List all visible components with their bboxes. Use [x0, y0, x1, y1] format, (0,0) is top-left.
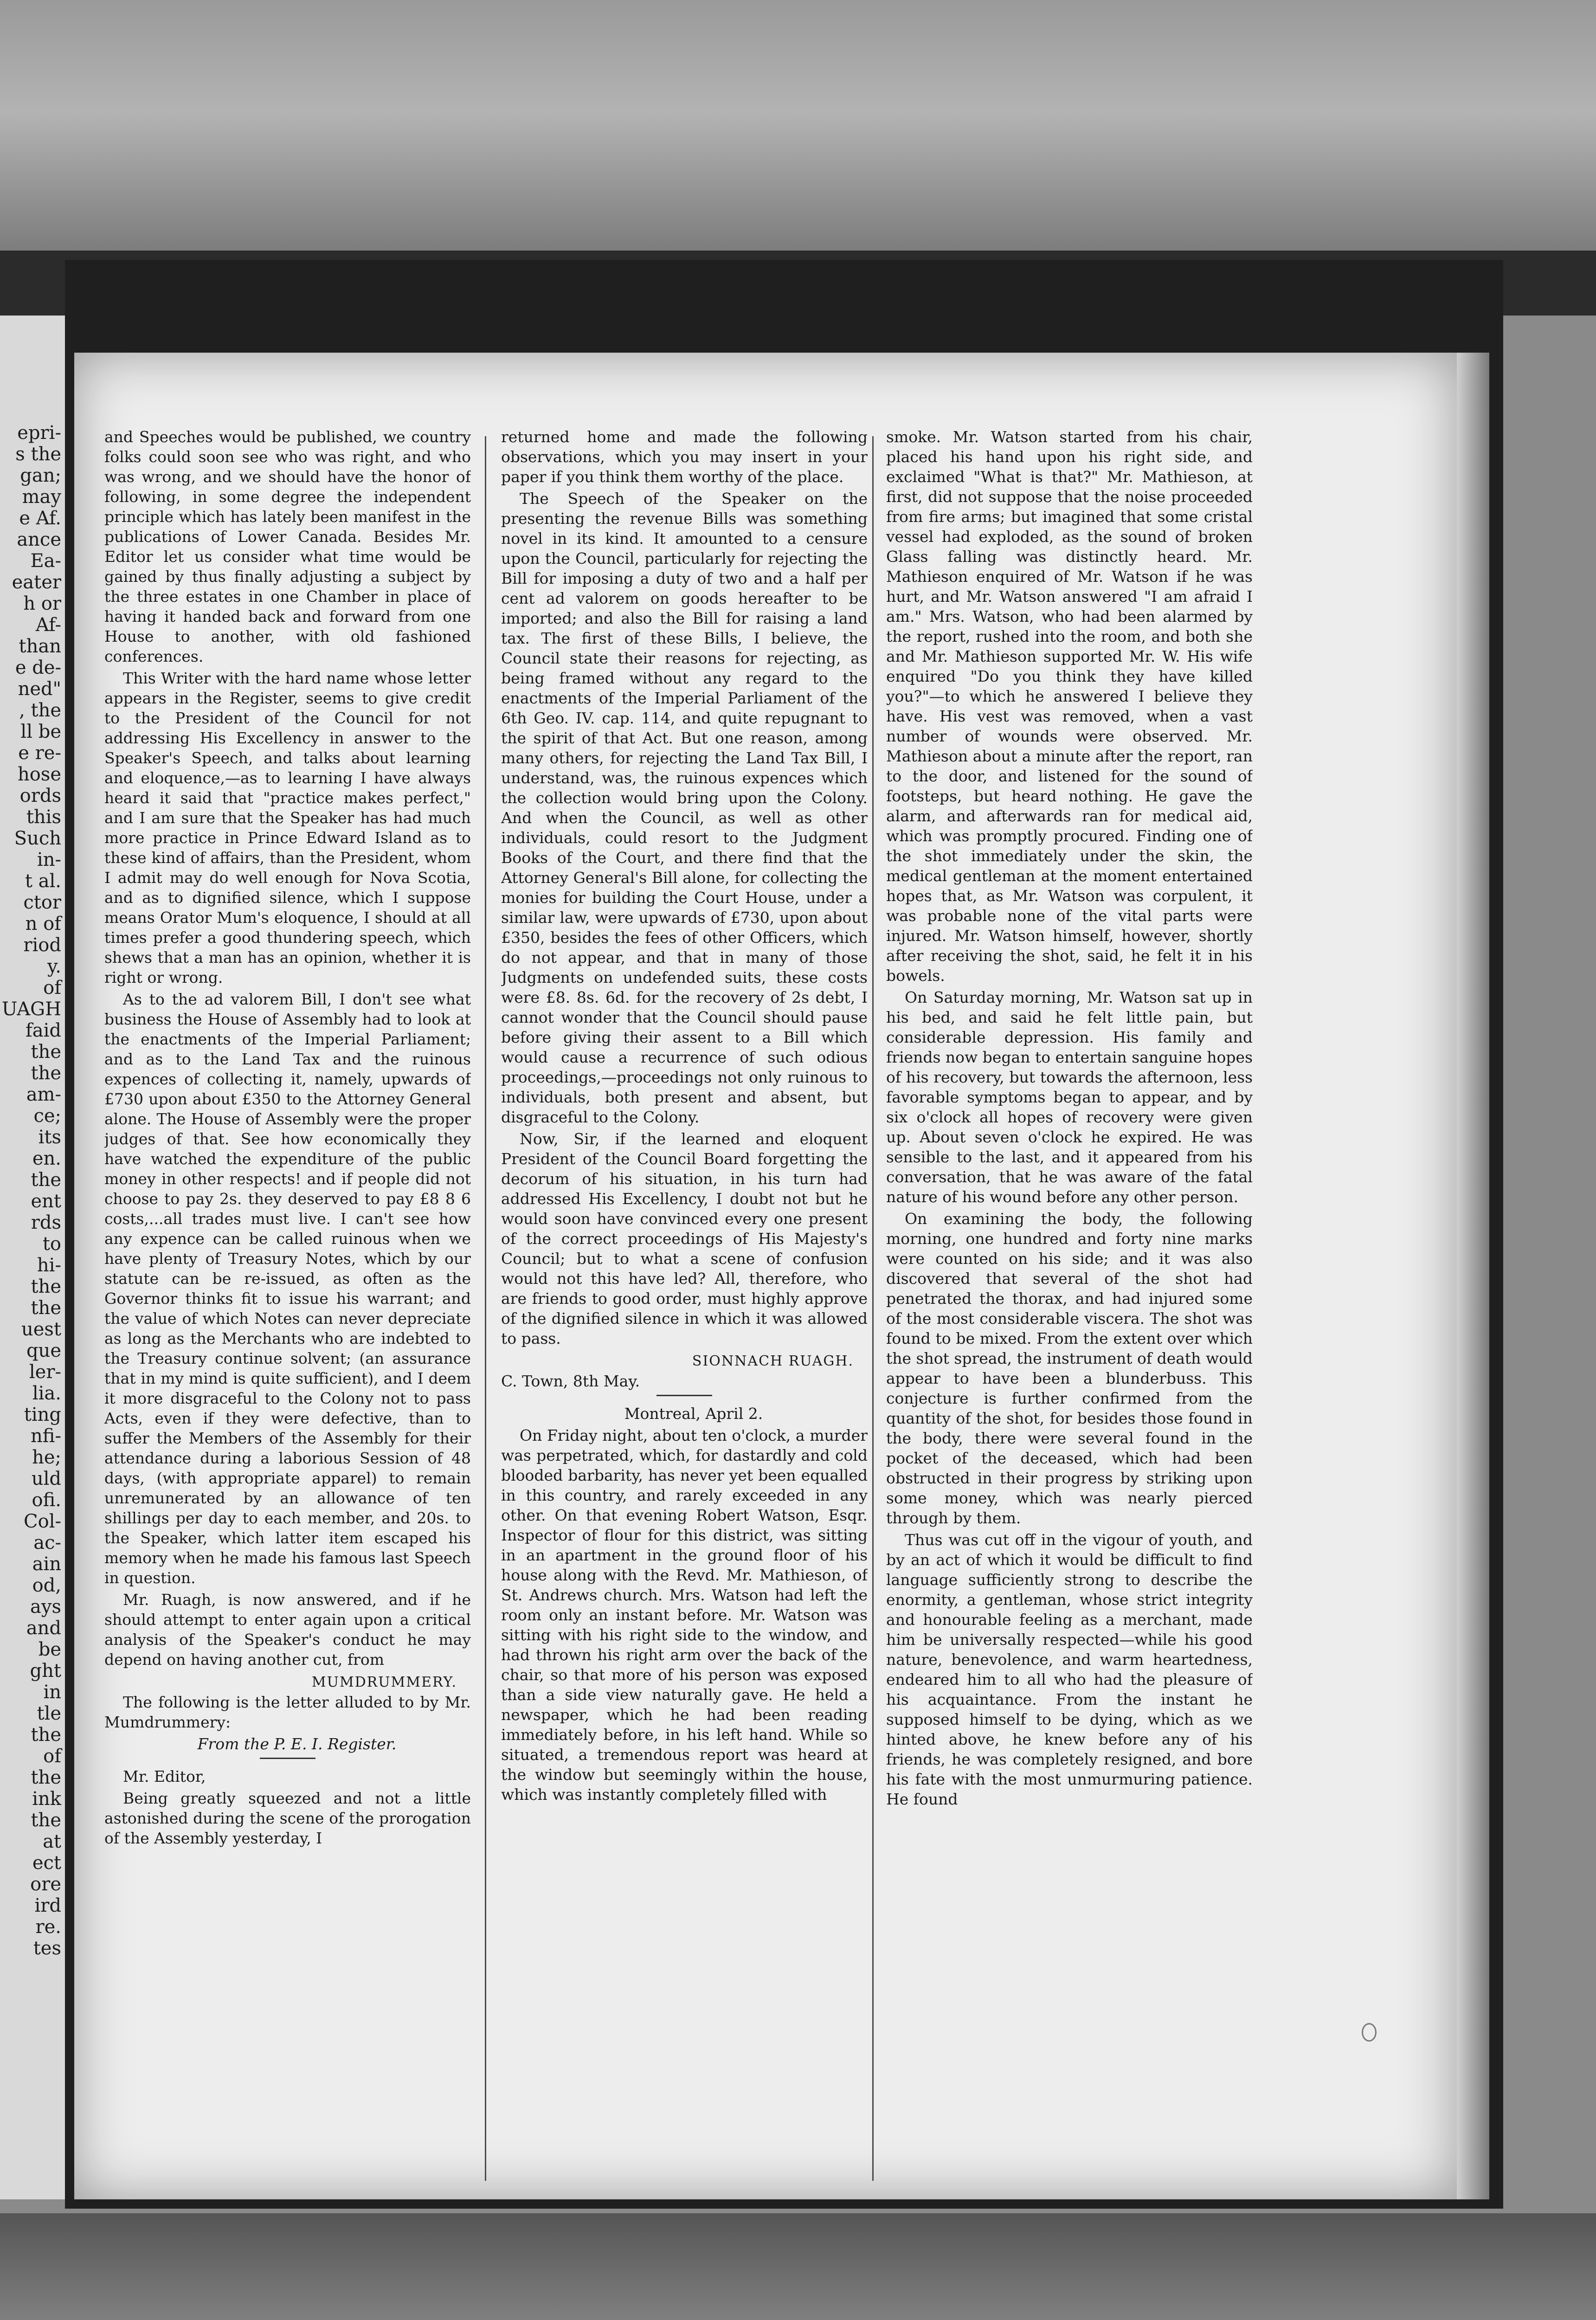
facing-page-fragment: ect	[32, 1852, 61, 1874]
facing-page-fragment: gan;	[20, 465, 61, 486]
facing-page-fragment: n of	[25, 913, 61, 934]
divider	[656, 1395, 712, 1396]
page-edge-shadow	[1457, 353, 1489, 2199]
paper-hole-mark	[1362, 2023, 1377, 2042]
middle-column	[501, 427, 868, 2195]
facing-page-fragment: be	[38, 1639, 61, 1660]
facing-page-fragment: ler-	[29, 1361, 61, 1383]
signature: MUMDRUMMERY.	[311, 1674, 457, 1690]
facing-page-fragment: uld	[31, 1468, 61, 1489]
facing-page-fragment: eater	[12, 572, 61, 593]
paragraph: Now, Sir, if the learned and eloquent President of the Council Board forgetting the decorum of his situation, in his turn had addressed His Excellency, I doubt not but he would soon have convinced every one present of the correct proceedings of His Majesty's Council; but to what a scene of confusion would not this have led? All, therefore, who are friends to good order, must highly approve of the dignified silence in which it was allowed to pass.	[501, 1130, 868, 1347]
facing-page-fragment: riod	[23, 934, 61, 956]
facing-page-fragment: of	[43, 1746, 61, 1767]
facing-page-fragment: ght	[30, 1660, 61, 1682]
paragraph: On examining the body, the following morning, one hundred and forty nine marks were counted on his side; and it was also discovered that several of the shot had penetrated the thorax, and had injured some of the most considerable viscera. The shot was found to be mixed. From the extent over which the shot spread, the instrument of death would appear to have been a blunderbuss. This conjecture is further confirmed from the quantity of the shot, for besides those found in the body, there were several found in the pocket of the deceased, which had been obstructed in their progress by striking upon some money, which was nearly pierced through by them.	[886, 1210, 1253, 1527]
facing-page-fragment: ain	[32, 1553, 61, 1575]
facing-page-fragment: e re-	[18, 742, 61, 764]
facing-page-fragment: s the	[15, 444, 61, 465]
facing-page-fragment: to	[42, 1233, 61, 1255]
facing-page-fragment: the	[31, 1041, 61, 1063]
column-rule	[872, 436, 874, 2181]
paragraph: returned home and made the following observations, which you may insert in your paper if you think them worthy of the place.	[501, 428, 868, 486]
right-column	[886, 427, 1253, 2195]
paragraph: Mr. Ruagh, is now answered, and if he should attempt to enter again upon a critical analysis of the Speaker's conduct he may depend on having another cut, from	[104, 1591, 471, 1669]
facing-page-fragment: the	[31, 1276, 61, 1297]
facing-page-fragment: in-	[37, 849, 61, 870]
facing-page-fragment: ned"	[18, 678, 61, 700]
facing-page-fragment: ore	[30, 1874, 61, 1895]
scan-background-bottom	[0, 2213, 1596, 2320]
intro-line: The following is the letter alluded to by Mr. Mumdrummery:	[104, 1693, 471, 1731]
facing-page-edge	[0, 316, 70, 2199]
facing-page-fragment: than	[19, 636, 61, 657]
scan-background-top	[0, 0, 1596, 251]
news-dateline: Montreal, April 2.	[624, 1405, 763, 1423]
facing-page-fragment: ting	[24, 1404, 61, 1425]
paragraph: and Speeches would be published, we country folks could soon see who was right, and who was wrong, and we should have the honor of following, in some degree the independent principle which has lately been manifest in the publications of Lower Canada. Besides Mr. Editor let us consider what time would be gained by thus finally adjusting a subject by the three estates in one Chamber in place of having it handed back and forward from one House to another, with old fashioned conferences.	[104, 428, 471, 665]
facing-page-fragment: ays	[30, 1596, 61, 1618]
salutation: Mr. Editor,	[123, 1767, 206, 1785]
facing-page-fragment: ords	[19, 785, 61, 806]
facing-page-fragment: its	[38, 1127, 61, 1148]
facing-page-fragment: hi-	[37, 1255, 61, 1276]
facing-page-fragment: this	[26, 806, 61, 828]
facing-page-fragment: , the	[19, 700, 61, 721]
facing-page-fragment: lia.	[32, 1383, 61, 1404]
facing-page-fragment: rds	[31, 1212, 61, 1233]
facing-page-fragment: e de-	[15, 657, 61, 678]
dateline: C. Town, 8th May.	[501, 1372, 640, 1390]
facing-page-fragment: the	[31, 1063, 61, 1084]
paragraph: This Writer with the hard name whose letter appears in the Register, seems to give credit to the President of the Council for not addressing His Excellency in answer to the Speaker's Speech, and talks about learning and eloquence,—as to learning I have always heard it said that "practice makes perfect," and I am sure that the Speaker has had much more practice in Prince Edward Island as to these kind of affairs, than the President, whom I admit may do well enough for Nova Scotia, and as to dignified silence, which I suppose means Orator Mum's eloquence, I should at all times prefer a good thundering speech, which shews that a man has an opinion, whether it is right or wrong.	[104, 669, 471, 986]
signature: SIONNACH RUAGH.	[692, 1353, 854, 1369]
divider	[260, 1758, 315, 1759]
facing-page-fragment: Such	[14, 828, 61, 849]
facing-page-fragment: re.	[35, 1916, 61, 1938]
facing-page-fragment: tle	[37, 1703, 61, 1724]
facing-page-fragment: ctor	[23, 892, 61, 913]
facing-page-fragment: t al.	[25, 870, 61, 892]
facing-page-fragment: Ea-	[30, 550, 61, 572]
facing-page-fragment: od,	[32, 1575, 61, 1596]
facing-page-fragment: que	[26, 1340, 61, 1361]
facing-page-fragment: Af-	[35, 614, 61, 636]
facing-page-fragment: uest	[21, 1319, 61, 1340]
facing-page-fragment: and	[26, 1618, 61, 1639]
facing-page-text-fragments	[0, 316, 65, 1959]
facing-page-fragment: of	[43, 977, 61, 999]
paragraph: On Friday night, about ten o'clock, a murder was perpetrated, which, for dastardly and cold blooded barbarity, has never yet been equalled in this country, and rarely exceeded in any other. On that evening Robert Watson, Esqr. Inspector of flour for this district, was sitting in an apartment in the ground floor of his house along with the Revd. Mr. Mathieson, of St. Andrews church. Mrs. Watson had left the room only an instant before. Mr. Watson was sitting with his right side to the window, and had thrown his right arm over the back of the chair, so that more of his person was exposed than a side view naturally gave. He held a newspaper, which he had been reading immediately before, in his left hand. While so situated, a tremendous report was heard at the window but seemingly within the house, which was instantly completely filled with	[501, 1426, 868, 1804]
facing-page-fragment: ink	[32, 1788, 61, 1810]
paragraph: Thus was cut off in the vigour of youth, and by an act of which it would be difficult to find language sufficiently strong to describe the enormity, a gentleman, whose strict integrity and honourable feeling as a merchant, made him be universally respected—while his good nature, benevolence, and warm heartedness, endeared him to all who had the pleasure of his acquaintance. From the instant he supposed himself to be dying, which as we hinted above, he knew before any of his friends, he was completely resigned, and bore his fate with the most unmurmuring patience. He found	[886, 1531, 1253, 1808]
facing-page-fragment: ent	[31, 1191, 61, 1212]
facing-page-fragment: ird	[34, 1895, 61, 1916]
paragraph: Being greatly squeezed and not a little astonished during the scene of the prorogation of the Assembly yesterday, I	[104, 1789, 471, 1847]
facing-page-fragment: ll be	[20, 721, 61, 742]
facing-page-fragment: the	[31, 1767, 61, 1788]
facing-page-fragment: ac-	[33, 1532, 61, 1553]
facing-page-fragment: the	[31, 1724, 61, 1746]
facing-page-fragment: hose	[17, 764, 61, 785]
facing-page-fragment: ce;	[33, 1105, 61, 1127]
facing-page-fragment: the	[31, 1297, 61, 1319]
facing-page-fragment: am-	[26, 1084, 61, 1105]
facing-page-fragment: e Af.	[19, 508, 61, 529]
facing-page-fragment: faid	[25, 1020, 61, 1041]
facing-page-fragment: en.	[32, 1148, 61, 1169]
facing-page-fragment: ofi.	[32, 1489, 61, 1511]
left-column	[104, 427, 471, 2195]
column-rule	[485, 436, 486, 2181]
paragraph: smoke. Mr. Watson started from his chair, placed his hand upon his right side, and exclaimed "What is that?" Mr. Mathieson, at first, did not suppose that the noise proceeded from fire arms; but imagined that some cristal vessel had exploded, as the sound of broken Glass falling was distinctly heard. Mr. Mathieson enquired of Mr. Watson if he was hurt, and Mr. Watson answered "I am afraid I am." Mrs. Watson, who had been alarmed by the report, rushed into the room, and both she and Mr. Mathieson supported Mr. W. His wife enquired "Do you think they have killed you?"—to which he answered I believe they have. His vest was removed, when a vast number of wounds were observed. Mr. Mathieson about a minute after the report, ran to the door, and listened for the sound of footsteps, but heard nothing. He gave the alarm, and afterwards ran for medical aid, which was promptly procured. Finding one of the shot immediately under the skin, the medical gentleman at the moment entertained hopes that, as Mr. Watson was corpulent, it was probable none of the vital parts were injured. Mr. Watson himself, however, shortly after receiving the shot, said, he felt it in his bowels.	[886, 428, 1253, 985]
facing-page-fragment: the	[31, 1169, 61, 1191]
facing-page-fragment: ance	[17, 529, 61, 550]
facing-page-fragment: the	[31, 1810, 61, 1831]
facing-page-fragment: nfi-	[31, 1425, 61, 1447]
paragraph: As to the ad valorem Bill, I don't see what business the House of Assembly had to look at the enactments of the Imperial Parliament; and as to the Land Tax and the ruinous expences of collecting it, namely, upwards of £730 upon about £350 to the Attorney General alone. The House of Assembly were the proper judges of that. See how economically they have watched the expenditure of the public money in other respects! and if people did not choose to pay 2s. they deserved to pay £8 8 6 costs,...all trades must live. I can't see how any expence can be called ruinous when we have plenty of Treasury Notes, which by our statute can be re-issued, as often as the Governor thinks fit to issue his warrant; and the value of which Notes can never depreciate as long as the Merchants who are indebted to the Treasury continue solvent; (an assurance that in my mind is quite sufficient), and I deem it more disgraceful to the Colony not to pass Acts, even if they were defective, than to suffer the Members of the Assembly for their attendance during a laborious Session of 48 days, (with appropriate apparel) to remain unremunerated by an allowance of ten shillings per day to each member, and 20s. to the Speaker, which latter item escaped his memory when he made his famous last Speech in question.	[104, 990, 471, 1587]
facing-page-fragment: UAGH	[1, 999, 61, 1020]
facing-page-fragment: may	[22, 486, 61, 508]
facing-page-fragment: he;	[32, 1447, 61, 1468]
facing-page-fragment: y.	[47, 956, 61, 977]
facing-page-fragment: h or	[23, 593, 61, 614]
paragraph: The Speech of the Speaker on the presenting the revenue Bills was something novel in its kind. It amounted to a censure upon the Council, particularly for rejecting the Bill for imposing a duty of two and a half per cent ad valorem on goods hereafter to be imported; and also the Bill for raising a land tax. The first of these Bills, I believe, the Council state their reasons for rejecting, as being framed without any regard to the enactments of the Imperial Parliament of the 6th Geo. IV. cap. 114, and quite repugnant to the spirit of that Act. But one reason, among many others, for rejecting the Land Tax Bill, I understand, was, the ruinous expences which the collection would bring upon the Colony. And when the Council, as well as other individuals, could resort to the Judgment Books of the Court, and there find that the Attorney General's Bill alone, for collecting the monies for building the Court House, under a similar law, were upwards of £730, upon about £350, besides the fees of other Officers, which do not appear, and that in many of those Judgments on undefended suits, these costs were £8. 8s. 6d. for the recovery of 2s debt, I cannot wonder that the Council should pause before giving their assent to a Bill which would cause a recurrence of such odious proceedings,—proceedings not only ruinous to individuals, both present and absent, but disgraceful to the Colony.	[501, 490, 868, 1126]
facing-page-fragment: epri-	[17, 422, 61, 444]
source-heading: From the P. E. I. Register.	[197, 1735, 397, 1753]
facing-page-fragment: tes	[33, 1938, 61, 1959]
facing-page-fragment: at	[43, 1831, 61, 1852]
facing-page-fragment: in	[43, 1682, 61, 1703]
paragraph: On Saturday morning, Mr. Watson sat up in his bed, and said he felt little pain, but considerable depression. His family and friends now began to entertain sanguine hopes of his recovery, but towards the afternoon, less favorable symptoms began to appear, and by six o'clock all hopes of recovery were given up. About seven o'clock he expired. He was sensible to the last, and it appeared from his conversation, that he was aware of the fatal nature of his wound before any other person.	[886, 988, 1253, 1206]
facing-page-fragment: Col-	[24, 1511, 61, 1532]
